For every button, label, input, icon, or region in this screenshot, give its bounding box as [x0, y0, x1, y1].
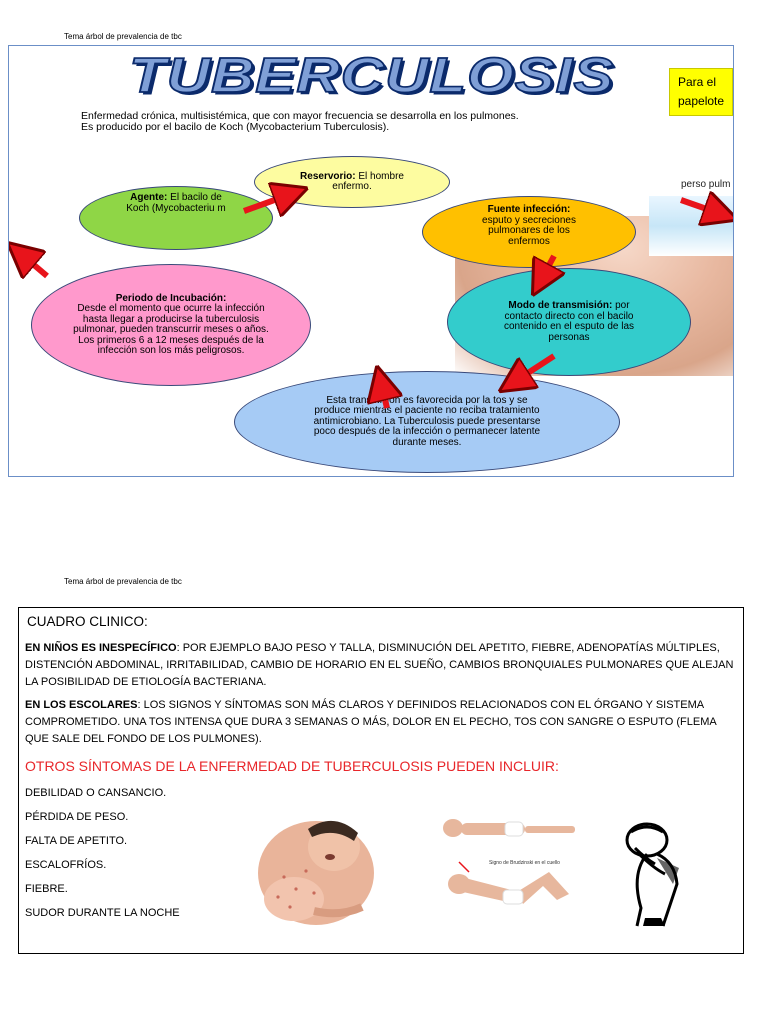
intro-line-1: Enfermedad crónica, multisistémica, que con mayor frecuencia se desarrolla en los pulmones.: [81, 110, 519, 122]
reservorio-label: Reservorio:: [300, 170, 356, 182]
intro-line-2: Es producido por el bacilo de Koch (Mycobacterium Tuberculosis).: [81, 121, 390, 133]
brudzinski-sign-image: [439, 814, 581, 916]
modo-text: por contacto directo con el bacilo contenido en el esputo de las personas: [503, 300, 635, 343]
arrow-periodo-agente: [21, 254, 47, 276]
escolares-text: : LOS SIGNOS Y SÍNTOMAS SON MÁS CLAROS Y DEFINIDOS RELACIONADOS CON EL ÓRGANO Y SISTEMA COMPROMETIDO. UNA TOS INTENSA QUE DURA 3 SEMANAS O MÁS, DOLOR EN EL PECHO, TOS CON SANGRE O ESPUTO (FLEMA QUE SALE DEL FONDO DE LOS PULMONES).: [25, 699, 717, 745]
coughing-cartoon-image: [617, 818, 697, 928]
breath-caption: perso pulm: [681, 179, 731, 190]
arrow-latente-periodo: [381, 383, 387, 408]
ninos-text: : POR EJEMPLO BAJO PESO Y TALLA, DISMINUCIÓN DEL APETITO, FIEBRE, ADENOPATÍAS MÚLTIPLES, DISTENCIÓN ABDOMINAL, IRRITABILIDAD, CAMBIO DE HORARIO EN EL SUEÑO, CAMBIOS BRONQUIALES PULMONARES QUE ALEJAN LA POSIBILIDAD DE ETIOLOGÍA BACTERIANA.: [25, 642, 734, 688]
symptom-item: FALTA DE APETITO.: [25, 835, 128, 847]
fuente-text: esputo y secreciones pulmonares de los enfermos: [482, 214, 576, 247]
escolares-label: EN LOS ESCOLARES: [25, 699, 138, 711]
diagram-title: TUBERCULOSIS: [129, 47, 615, 103]
arrow-breath: [681, 200, 721, 214]
papelote-note: Para el papelote: [669, 68, 733, 116]
other-symptoms-title: OTROS SÍNTOMAS DE LA ENFERMEDAD DE TUBERCULOSIS PUEDEN INCLUIR:: [25, 758, 559, 774]
cycle-arrows: [9, 46, 734, 477]
symptom-item: PÉRDIDA DE PESO.: [25, 811, 129, 823]
periodo-text-2: Los primeros 6 a 12 meses después de la infección son los más peligrosos.: [78, 334, 264, 356]
modo-label: Modo de transmisión:: [508, 300, 613, 311]
page-header-note: Tema árbol de prevalencia de tbc: [64, 32, 182, 41]
page-header-note-2: Tema árbol de prevalencia de tbc: [64, 577, 182, 586]
symptom-item: FIEBRE.: [25, 883, 68, 895]
periodo-text-1: Desde el momento que ocurre la infección hasta llegar a producirse la tuberculosis pulmonar, pueden transcurrir meses o años.: [73, 303, 269, 335]
tb-diagram-panel: [8, 45, 734, 477]
reservorio-text: El hombre enfermo.: [332, 170, 404, 192]
symptom-item: DEBILIDAD O CANSANCIO.: [25, 787, 167, 799]
clinical-title: CUADRO CLINICO:: [27, 614, 148, 629]
ninos-label: EN NIÑOS ES INESPECÍFICO: [25, 642, 177, 654]
arrow-fuente-modo: [541, 256, 554, 280]
symptom-item: ESCALOFRÍOS.: [25, 859, 107, 871]
latente-text: Esta transmisión es favorecida por la tos y se produce mientras el paciente no reciba tratamiento antimicrobiano. La Tuberculosis puede presentarse poco después de la infección o permanecer latente durante meses.: [313, 394, 541, 448]
brudzinski-caption: Signo de Brudzinski en el cuello: [489, 860, 560, 866]
fuente-label: Fuente infección:: [487, 204, 571, 215]
agente-label: Agente:: [130, 192, 168, 203]
arrow-modo-latente: [514, 356, 554, 382]
ninos-paragraph: [25, 640, 737, 691]
arrow-agente-reservorio: [244, 194, 291, 211]
sick-child-image: [244, 807, 380, 929]
agente-text: El bacilo de Koch (Mycobacteriu m: [126, 192, 226, 214]
symptom-item: SUDOR DURANTE LA NOCHE: [25, 907, 180, 919]
escolares-paragraph: [25, 697, 737, 748]
clinical-panel: [18, 607, 744, 954]
periodo-label: Periodo de Incubación:: [115, 292, 227, 304]
